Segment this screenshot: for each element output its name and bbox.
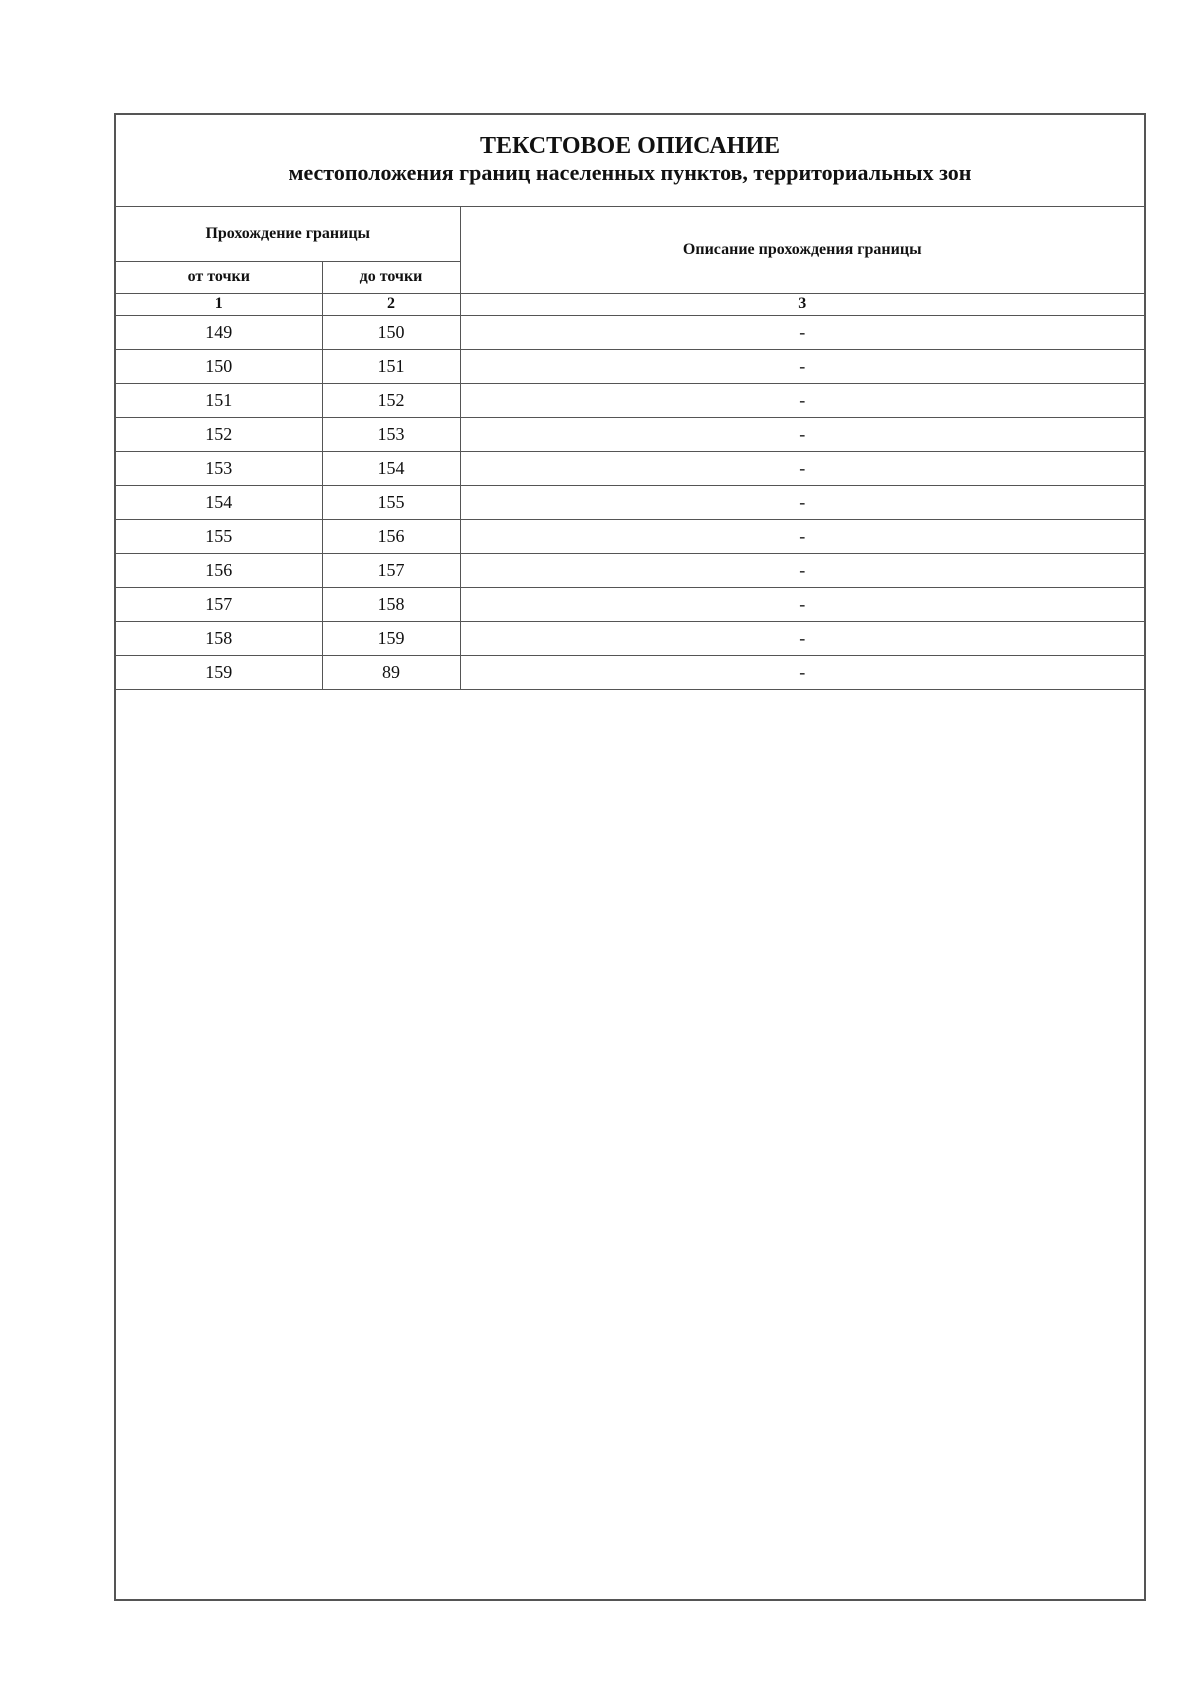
from-point-cell: 159 — [116, 655, 322, 689]
header-boundary-passage: Прохождение границы — [116, 207, 460, 261]
to-point-cell: 156 — [322, 519, 460, 553]
from-point-cell: 153 — [116, 451, 322, 485]
from-point-cell: 155 — [116, 519, 322, 553]
to-point-cell: 151 — [322, 349, 460, 383]
table-row — [116, 451, 1144, 485]
description-cell: - — [460, 383, 1144, 417]
from-point-cell: 150 — [116, 349, 322, 383]
header-from-point: от точки — [116, 261, 322, 293]
header-description: Описание прохождения границы — [460, 207, 1144, 293]
description-cell: - — [460, 451, 1144, 485]
to-point-cell: 159 — [322, 621, 460, 655]
from-point-cell: 157 — [116, 587, 322, 621]
table-row — [116, 417, 1144, 451]
table-row — [116, 383, 1144, 417]
from-point-cell: 149 — [116, 315, 322, 349]
header-to-point: до точки — [322, 261, 460, 293]
from-point-cell: 152 — [116, 417, 322, 451]
to-point-cell: 155 — [322, 485, 460, 519]
table-row — [116, 485, 1144, 519]
description-cell: - — [460, 349, 1144, 383]
document-frame — [114, 113, 1146, 1601]
title-block — [116, 115, 1144, 207]
to-point-cell: 89 — [322, 655, 460, 689]
table-row — [116, 553, 1144, 587]
table-row — [116, 315, 1144, 349]
to-point-cell: 150 — [322, 315, 460, 349]
table-row — [116, 349, 1144, 383]
column-number: 3 — [460, 293, 1144, 315]
document-subtitle: местоположения границ населенных пунктов, территориальных зон — [288, 160, 972, 185]
from-point-cell: 151 — [116, 383, 322, 417]
boundary-table — [116, 207, 1144, 690]
to-point-cell: 153 — [322, 417, 460, 451]
description-cell: - — [460, 553, 1144, 587]
column-number: 1 — [116, 293, 322, 315]
to-point-cell: 158 — [322, 587, 460, 621]
document-title: ТЕКСТОВОЕ ОПИСАНИЕ — [479, 133, 780, 159]
description-cell: - — [460, 519, 1144, 553]
from-point-cell: 154 — [116, 485, 322, 519]
description-cell: - — [460, 655, 1144, 689]
to-point-cell: 152 — [322, 383, 460, 417]
description-cell: - — [460, 417, 1144, 451]
to-point-cell: 154 — [322, 451, 460, 485]
description-cell: - — [460, 485, 1144, 519]
table-row — [116, 587, 1144, 621]
table-row — [116, 519, 1144, 553]
description-cell: - — [460, 315, 1144, 349]
from-point-cell: 158 — [116, 621, 322, 655]
from-point-cell: 156 — [116, 553, 322, 587]
table-row — [116, 621, 1144, 655]
description-cell: - — [460, 621, 1144, 655]
to-point-cell: 157 — [322, 553, 460, 587]
description-cell: - — [460, 587, 1144, 621]
table-row — [116, 655, 1144, 689]
column-number: 2 — [322, 293, 460, 315]
